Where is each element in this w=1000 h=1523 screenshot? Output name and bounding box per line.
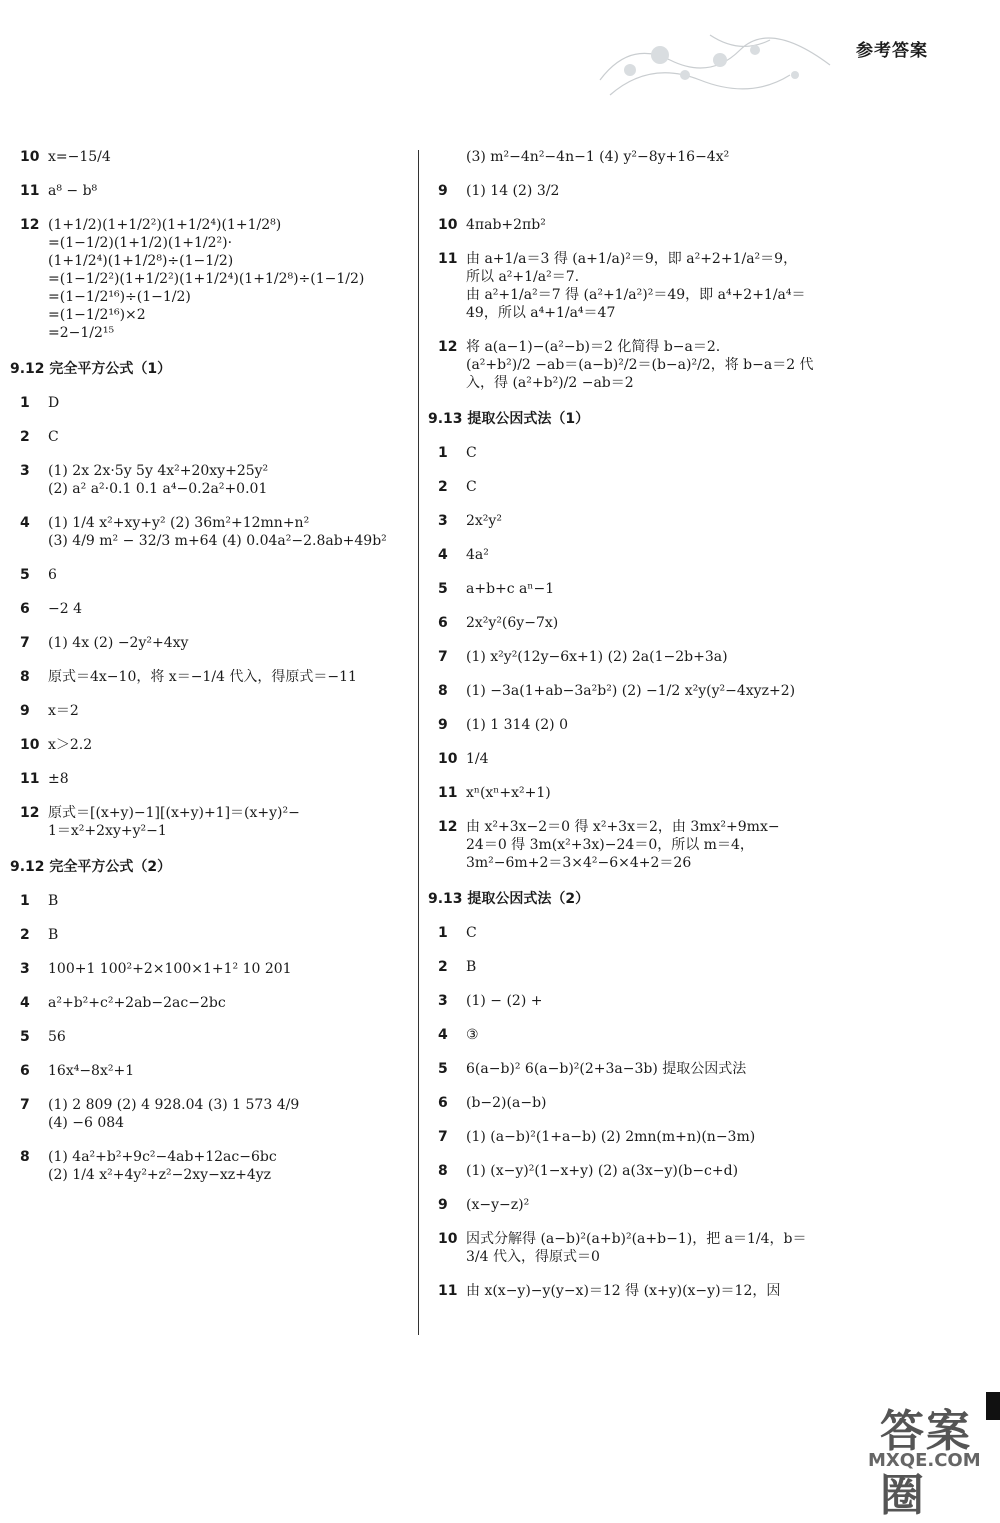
- answer-line: 56: [48, 1029, 66, 1045]
- answer-number: 4: [438, 547, 448, 563]
- answer-content: [48, 1148, 412, 1184]
- answer-number: 11: [20, 771, 40, 787]
- answer-number: 2: [438, 479, 448, 495]
- answer-line: D: [48, 395, 60, 411]
- answer-item: [20, 960, 412, 978]
- answer-line: (2) 1/4 x²+4y²+z²−2xy−xz+4yz: [48, 1167, 272, 1183]
- answer-line: (4) −6 084: [48, 1115, 125, 1131]
- answer-content: [466, 148, 830, 166]
- answer-item: [438, 1162, 830, 1180]
- answer-content: [466, 614, 830, 632]
- answer-line: 16x⁴−8x²+1: [48, 1063, 135, 1079]
- section-title: 9.13 提取公因式法（2）: [428, 891, 590, 907]
- answer-item: [438, 148, 830, 166]
- answer-line: 原式＝[(x+y)−1][(x+y)+1]＝(x+y)²−: [48, 805, 300, 821]
- answer-line: (1) 14 (2) 3/2: [466, 183, 560, 199]
- answer-number: 6: [20, 1063, 30, 1079]
- answer-item: [20, 770, 412, 788]
- answer-item: [438, 1026, 830, 1044]
- answer-line: (1+1/2)(1+1/2²)(1+1/2⁴)(1+1/2⁸): [48, 217, 282, 233]
- answer-number: 7: [438, 649, 448, 665]
- answer-line: (1) 4a²+b²+9c²−4ab+12ac−6bc: [48, 1149, 277, 1165]
- answer-content: [48, 566, 412, 584]
- answer-number: 12: [438, 819, 458, 835]
- answer-item: [438, 1282, 830, 1300]
- answer-number: 11: [438, 1283, 458, 1299]
- section-title: 9.13 提取公因式法（1）: [428, 411, 590, 427]
- answer-number: 10: [438, 751, 458, 767]
- answer-content: [48, 216, 412, 342]
- answer-content: [48, 148, 412, 166]
- answer-line: x＞2.2: [48, 737, 93, 753]
- answer-line: 3/4 代入，得原式＝0: [466, 1249, 600, 1265]
- answer-item: [438, 614, 830, 632]
- answer-content: [466, 784, 830, 802]
- answer-number: 4: [20, 515, 30, 531]
- answer-item: [438, 512, 830, 530]
- answer-number: 6: [438, 615, 448, 631]
- answer-number: 10: [438, 1231, 458, 1247]
- answer-line: 原式＝4x−10，将 x＝−1/4 代入，得原式＝−11: [48, 669, 357, 685]
- left-answer-column: [10, 148, 412, 1200]
- answer-line: =(1−1/2¹⁶)×2: [48, 307, 146, 323]
- decorative-header-art: [590, 20, 850, 115]
- answer-number: 12: [20, 805, 40, 821]
- answer-content: [466, 924, 830, 942]
- answer-item: [438, 716, 830, 734]
- answer-line: 6(a−b)² 6(a−b)²(2+3a−3b) 提取公因式法: [466, 1061, 747, 1077]
- watermark-logo: 答案圈: [880, 1406, 972, 1521]
- answer-number: 11: [20, 183, 40, 199]
- answer-content: [48, 394, 412, 412]
- answer-content: [466, 1282, 830, 1300]
- answer-line: (3) 4/9 m² − 32/3 m+64 (4) 0.04a²−2.8ab+49b²: [48, 533, 387, 549]
- answer-line: =2−1/2¹⁵: [48, 325, 115, 341]
- answer-number: 6: [20, 601, 30, 617]
- answer-line: B: [48, 893, 59, 909]
- answer-number: 8: [20, 1149, 30, 1165]
- answer-content: [466, 512, 830, 530]
- answer-item: [20, 736, 412, 754]
- answer-line: (1) (a−b)²(1+a−b) (2) 2mn(m+n)(n−3m): [466, 1129, 756, 1145]
- answer-item: [20, 634, 412, 652]
- answer-item: [438, 784, 830, 802]
- answer-line: x＝2: [48, 703, 79, 719]
- answer-line: 100+1 100²+2×100×1+1² 10 201: [48, 961, 292, 977]
- answer-item: [20, 1148, 412, 1184]
- answer-item: [20, 148, 412, 166]
- answer-line: xⁿ(xⁿ+x²+1): [466, 785, 551, 801]
- answer-content: [48, 514, 412, 550]
- answer-line: (1+1/2⁴)(1+1/2⁸)÷(1−1/2): [48, 253, 234, 269]
- answer-line: 由 x(x−y)−y(y−x)＝12 得 (x+y)(x−y)＝12，因: [466, 1283, 781, 1299]
- answer-item: [438, 1060, 830, 1078]
- answer-line: (1) 1 314 (2) 0: [466, 717, 568, 733]
- answer-content: [466, 1060, 830, 1078]
- answer-number: 11: [438, 785, 458, 801]
- answer-line: (1) 4x (2) −2y²+4xy: [48, 635, 189, 651]
- answer-item: [20, 702, 412, 720]
- answer-content: [48, 634, 412, 652]
- answer-content: [466, 546, 830, 564]
- answer-line: 49，所以 a⁴+1/a⁴＝47: [466, 305, 616, 321]
- answer-item: [20, 892, 412, 910]
- answer-line: B: [466, 959, 477, 975]
- answer-item: [438, 546, 830, 564]
- answer-line: ③: [466, 1027, 479, 1043]
- answer-content: [466, 1230, 830, 1266]
- answer-line: C: [466, 925, 477, 941]
- answer-line: 4a²: [466, 547, 489, 563]
- answer-content: [466, 1094, 830, 1112]
- answer-item: [20, 926, 412, 944]
- answer-number: 2: [20, 429, 30, 445]
- answer-item: [438, 338, 830, 392]
- answer-content: [466, 478, 830, 496]
- answer-number: 6: [438, 1095, 448, 1111]
- answer-line: (2) a² a²·0.1 0.1 a⁴−0.2a²+0.01: [48, 481, 268, 497]
- answer-line: a⁸ − b⁸: [48, 183, 98, 199]
- section-title: 9.12 完全平方公式（1）: [10, 361, 172, 377]
- answer-number: 9: [20, 703, 30, 719]
- answer-line: (1) − (2) +: [466, 993, 543, 1009]
- answer-content: [466, 750, 830, 768]
- answer-content: [466, 216, 830, 234]
- answer-number: 1: [438, 445, 448, 461]
- answer-line: 1/4: [466, 751, 489, 767]
- answer-line: (a²+b²)/2 −ab＝(a−b)²/2＝(b−a)²/2，将 b−a＝2 代: [466, 357, 814, 373]
- answer-content: [48, 960, 412, 978]
- answer-number: 8: [438, 683, 448, 699]
- answer-item: [20, 668, 412, 686]
- answer-item: [20, 566, 412, 584]
- answer-content: [466, 444, 830, 462]
- answer-line: (1) −3a(1+ab−3a²b²) (2) −1/2 x²y(y²−4xyz+2): [466, 683, 796, 699]
- answer-content: [48, 892, 412, 910]
- answer-line: C: [48, 429, 59, 445]
- answer-number: 11: [438, 251, 458, 267]
- answer-line: a+b+c aⁿ−1: [466, 581, 555, 597]
- answer-item: [20, 1028, 412, 1046]
- answer-item: [20, 216, 412, 342]
- answer-line: 因式分解得 (a−b)²(a+b)²(a+b−1)，把 a＝1/4，b＝: [466, 1231, 807, 1247]
- answer-item: [438, 580, 830, 598]
- answer-number: 10: [438, 217, 458, 233]
- answer-number: 2: [438, 959, 448, 975]
- answer-item: [438, 924, 830, 942]
- answer-line: C: [466, 445, 477, 461]
- answer-number: 1: [438, 925, 448, 941]
- answer-item: [438, 444, 830, 462]
- answer-content: [48, 668, 412, 686]
- answer-line: (1) (x−y)²(1−x+y) (2) a(3x−y)(b−c+d): [466, 1163, 739, 1179]
- answer-line: =(1−1/2¹⁶)÷(1−1/2): [48, 289, 191, 305]
- answer-item: [20, 600, 412, 618]
- answer-item: [20, 1096, 412, 1132]
- answer-line: (1) 1/4 x²+xy+y² (2) 36m²+12mn+n²: [48, 515, 310, 531]
- answer-number: 12: [20, 217, 40, 233]
- answer-content: [48, 770, 412, 788]
- answer-content: [48, 462, 412, 498]
- answer-line: 3m²−6m+2＝3×4²−6×4+2＝26: [466, 855, 692, 871]
- answer-line: 6: [48, 567, 57, 583]
- answer-content: [48, 926, 412, 944]
- answer-line: −2 4: [48, 601, 82, 617]
- answer-content: [466, 580, 830, 598]
- answer-line: (3) m²−4n²−4n−1 (4) y²−8y+16−4x²: [466, 149, 730, 165]
- watermark-url: MXQE.COM: [868, 1450, 981, 1471]
- answer-line: 所以 a²+1/a²＝7.: [466, 269, 580, 285]
- answer-item: [20, 462, 412, 498]
- answer-item: [438, 992, 830, 1010]
- answer-item: [438, 1094, 830, 1112]
- answer-item: [438, 478, 830, 496]
- answer-content: [466, 338, 830, 392]
- answer-content: [466, 182, 830, 200]
- answer-content: [466, 250, 830, 322]
- answer-content: [466, 958, 830, 976]
- answer-item: [20, 804, 412, 840]
- answer-item: [20, 994, 412, 1012]
- answer-content: [466, 1026, 830, 1044]
- section-title: 9.12 完全平方公式（2）: [10, 859, 172, 875]
- answer-content: [466, 1162, 830, 1180]
- answer-content: [48, 1062, 412, 1080]
- answer-item: [438, 818, 830, 872]
- answer-line: 4πab+2πb²: [466, 217, 546, 233]
- answer-line: (x−y−z)²: [466, 1197, 530, 1213]
- answer-item: [438, 682, 830, 700]
- answer-number: 7: [438, 1129, 448, 1145]
- answer-number: 5: [438, 581, 448, 597]
- answer-line: 由 a²+1/a²＝7 得 (a²+1/a²)²＝49，即 a⁴+2+1/a⁴＝: [466, 287, 806, 303]
- answer-line: 由 x²+3x−2＝0 得 x²+3x＝2，由 3mx²+9mx−: [466, 819, 780, 835]
- answer-line: (1) 2 809 (2) 4 928.04 (3) 1 573 4/9: [48, 1097, 300, 1113]
- answer-content: [466, 992, 830, 1010]
- answer-line: a²+b²+c²+2ab−2ac−2bc: [48, 995, 226, 1011]
- answer-content: [466, 1196, 830, 1214]
- answer-item: [20, 394, 412, 412]
- answer-line: =(1−1/2)(1+1/2)(1+1/2²)·: [48, 235, 233, 251]
- answer-number: 3: [20, 961, 30, 977]
- answer-line: x=−15/4: [48, 149, 111, 165]
- answer-number: 3: [438, 993, 448, 1009]
- answer-number: 7: [20, 635, 30, 651]
- answer-line: (b−2)(a−b): [466, 1095, 547, 1111]
- answer-number: 12: [438, 339, 458, 355]
- answer-line: 入，得 (a²+b²)/2 −ab＝2: [466, 375, 634, 391]
- answer-item: [438, 958, 830, 976]
- answer-content: [48, 702, 412, 720]
- answer-item: [20, 1062, 412, 1080]
- answer-line: 2x²y²: [466, 513, 502, 529]
- answer-number: 5: [20, 567, 30, 583]
- answer-number: 8: [20, 669, 30, 685]
- answer-number: 10: [20, 737, 40, 753]
- answer-line: 由 a+1/a＝3 得 (a+1/a)²＝9，即 a²+2+1/a²＝9，: [466, 251, 798, 267]
- answer-number: 5: [438, 1061, 448, 1077]
- answer-item: [20, 428, 412, 446]
- answer-item: [438, 750, 830, 768]
- answer-line: 2x²y²(6y−7x): [466, 615, 559, 631]
- answer-content: [466, 818, 830, 872]
- answer-content: [48, 804, 412, 840]
- answer-line: ±8: [48, 771, 69, 787]
- answer-number: 3: [438, 513, 448, 529]
- answer-item: [438, 182, 830, 200]
- answer-item: [20, 514, 412, 550]
- answer-number: 4: [20, 995, 30, 1011]
- answer-item: [438, 1196, 830, 1214]
- answer-number: 1: [20, 893, 30, 909]
- page-header-title: 参考答案: [856, 41, 928, 61]
- column-divider: [418, 150, 419, 1335]
- answer-line: 将 a(a−1)−(a²−b)＝2 化简得 b−a＝2.: [466, 339, 721, 355]
- answer-content: [48, 1028, 412, 1046]
- answer-line: (1) x²y²(12y−6x+1) (2) 2a(1−2b+3a): [466, 649, 728, 665]
- answer-content: [466, 682, 830, 700]
- right-answer-column: [428, 148, 830, 1316]
- answer-item: [438, 250, 830, 322]
- answer-line: B: [48, 927, 59, 943]
- answer-content: [48, 1096, 412, 1132]
- answer-number: 10: [20, 149, 40, 165]
- answer-content: [48, 994, 412, 1012]
- answer-content: [466, 716, 830, 734]
- answer-content: [48, 600, 412, 618]
- answer-item: [438, 1128, 830, 1146]
- answer-number: 3: [20, 463, 30, 479]
- answer-line: (1) 2x 2x·5y 5y 4x²+20xy+25y²: [48, 463, 269, 479]
- answer-line: =(1−1/2²)(1+1/2²)(1+1/2⁴)(1+1/2⁸)÷(1−1/2): [48, 271, 365, 287]
- answer-number: 9: [438, 183, 448, 199]
- answer-item: [438, 216, 830, 234]
- answer-item: [438, 1230, 830, 1266]
- answer-item: [438, 648, 830, 666]
- answer-number: 7: [20, 1097, 30, 1113]
- answer-line: C: [466, 479, 477, 495]
- answer-number: 9: [438, 1197, 448, 1213]
- answer-number: 8: [438, 1163, 448, 1179]
- answer-number: 1: [20, 395, 30, 411]
- answer-content: [48, 736, 412, 754]
- answer-line: 1＝x²+2xy+y²−1: [48, 823, 167, 839]
- answer-number: 5: [20, 1029, 30, 1045]
- answer-number: 4: [438, 1027, 448, 1043]
- answer-content: [466, 1128, 830, 1146]
- answer-line: 24＝0 得 3m(x²+3x)−24＝0，所以 m＝4，: [466, 837, 754, 853]
- answer-number: 2: [20, 927, 30, 943]
- answer-item: [20, 182, 412, 200]
- answer-number: 9: [438, 717, 448, 733]
- answer-content: [48, 182, 412, 200]
- answer-content: [466, 648, 830, 666]
- answer-content: [48, 428, 412, 446]
